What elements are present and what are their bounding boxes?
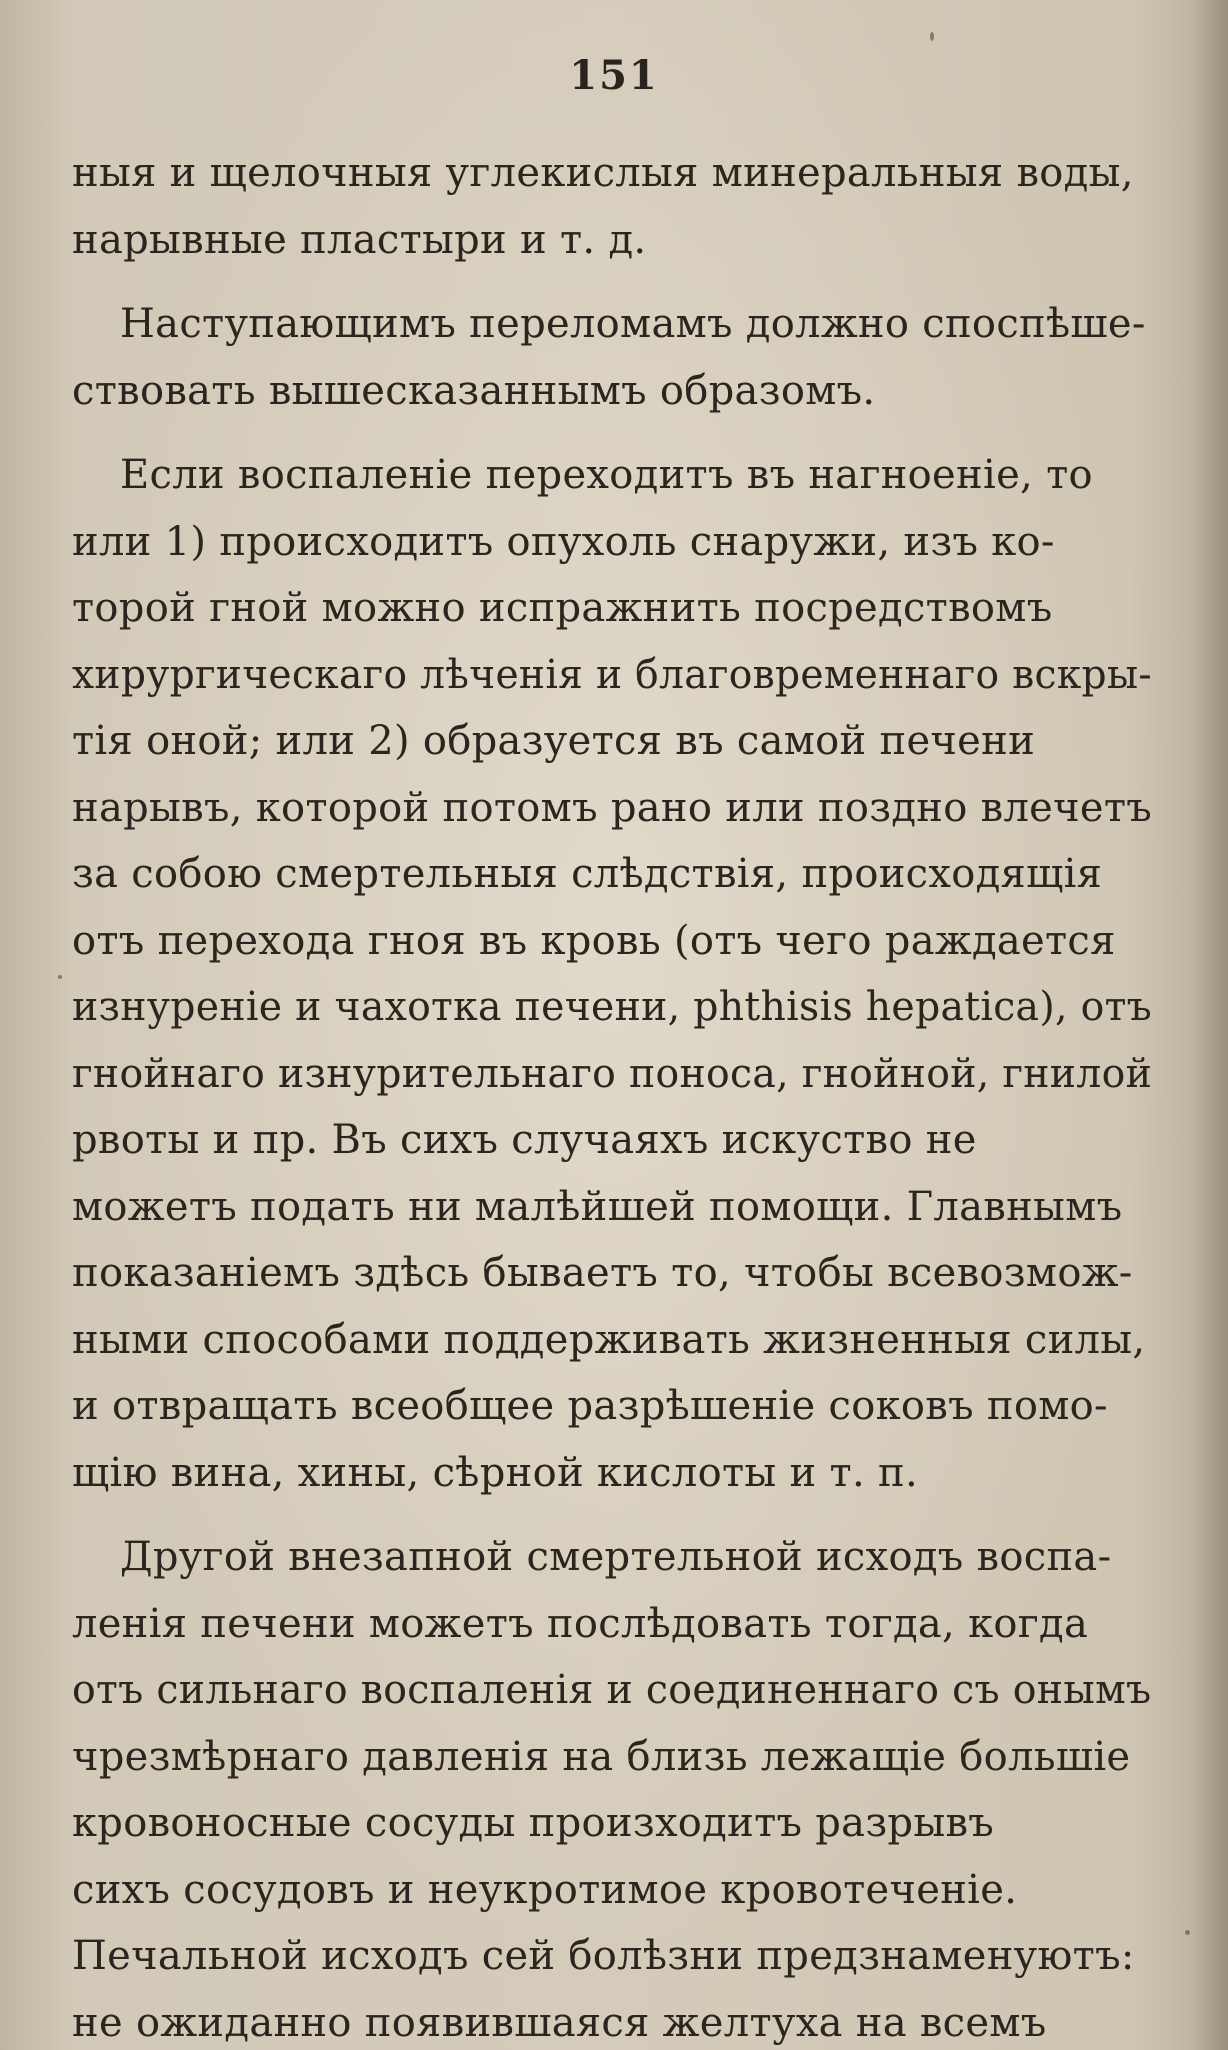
- text-line: не ожиданно появившаяся желтуха на всемъ: [72, 1999, 1047, 2046]
- text-line: нарывъ, которой потомъ рано или поздно влечетъ: [72, 784, 1153, 831]
- paper-speck: [1185, 1930, 1190, 1935]
- text-line: Другой внезапной смертельной исходъ воспа-: [120, 1534, 1112, 1580]
- text-line: и отвращать всеобщее разрѣшеніе соковъ помо-: [72, 1383, 1108, 1429]
- text-line: нарывные пластыри и т. д.: [72, 216, 647, 263]
- text-line: можетъ подать ни малѣйшей помощи. Главнымъ: [72, 1183, 1123, 1230]
- paragraph: [72, 291, 1212, 424]
- body-text: [72, 140, 1212, 2050]
- text-line: чрезмѣрнаго давленія на близь лежащіе большіе: [72, 1733, 1131, 1780]
- text-line: за собою смертельныя слѣдствія, происходящія: [72, 851, 1103, 897]
- text-line: Печальной исходъ сей болѣзни предзнаменуютъ:: [72, 1933, 1135, 1979]
- paper-speck: [58, 975, 62, 979]
- paragraph-gap: [72, 424, 1212, 442]
- text-line: тія оной; или 2) образуется въ самой печени: [72, 718, 1036, 764]
- text-line: показаніемъ здѣсь бываетъ то, чтобы всевозмож-: [72, 1250, 1133, 1296]
- paragraph: [72, 1524, 1212, 2050]
- text-line: гнойнаго изнурительнаго поноса, гнойной, гнилой: [72, 1050, 1153, 1097]
- paper-speck: [930, 32, 934, 41]
- paragraph: [72, 442, 1212, 1506]
- text-line: торой гной можно испражнить посредствомъ: [72, 585, 1053, 631]
- text-line: ными способами поддерживать жизненныя силы,: [72, 1316, 1146, 1363]
- text-line: ныя и щелочныя углекислыя минеральныя воды,: [72, 150, 1134, 196]
- text-line: Наступающимъ переломамъ должно споспѣше-: [120, 301, 1146, 347]
- text-line: изнуреніе и чахотка печени, phthisis hepatica), отъ: [72, 984, 1152, 1030]
- text-line: или 1) происходитъ опухоль снаружи, изъ ко-: [72, 518, 1055, 565]
- text-line: сихъ сосудовъ и неукротимое кровотеченіе.: [72, 1866, 1018, 1913]
- text-line: щію вина, хины, сѣрной кислоты и т. п.: [72, 1449, 918, 1496]
- text-line: кровоносные сосуды произходитъ разрывъ: [72, 1800, 995, 1846]
- text-line: Если воспаленіе переходитъ въ нагноеніе, то: [120, 452, 1093, 498]
- text-line: хирургическаго лѣченія и благовременнаго вскры-: [72, 651, 1152, 698]
- text-line: ствовать вышесказаннымъ образомъ.: [72, 367, 876, 414]
- page-number: 151: [569, 52, 659, 99]
- text-line: отъ сильнаго воспаленія и соединеннаго съ онымъ: [72, 1667, 1152, 1713]
- text-line: рвоты и пр. Въ сихъ случаяхъ искуство не: [72, 1117, 977, 1163]
- text-line: ленія печени можетъ послѣдовать тогда, когда: [72, 1600, 1089, 1647]
- paragraph-gap: [72, 1506, 1212, 1524]
- paragraph-gap: [72, 273, 1212, 291]
- text-line: отъ перехода гноя въ кровь (отъ чего раждается: [72, 917, 1116, 964]
- paragraph: [72, 140, 1212, 273]
